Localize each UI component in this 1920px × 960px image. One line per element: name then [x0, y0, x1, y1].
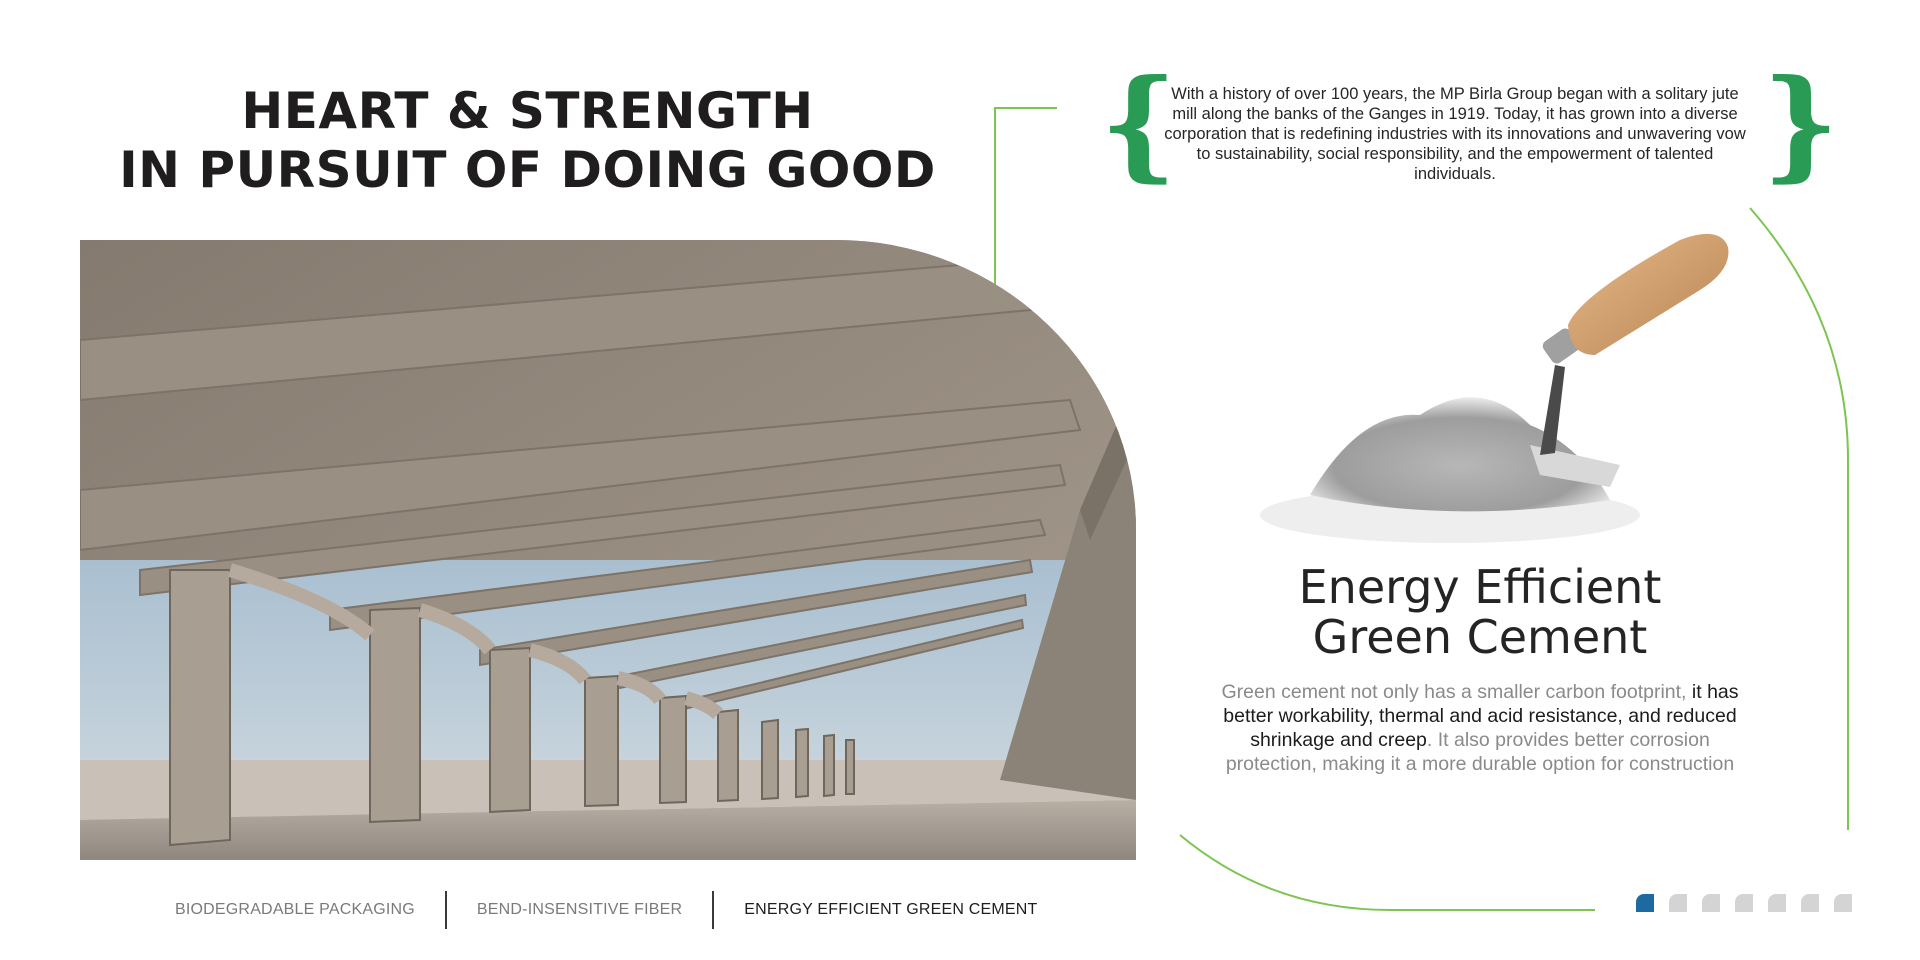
cement-trowel-illustration [1250, 225, 1750, 555]
pager-dot-1[interactable] [1636, 894, 1654, 912]
product-title-line-1: Energy Efficient [1298, 560, 1662, 614]
intro-text: With a history of over 100 years, the MP Birla Group began with a solitary jute mill along the banks of the Ganges in 1919. Today, it has grown into a diverse corporation that is redefining industries with its innovations and unwavering vow to sustainability, social responsibility, and the empowerment of talented individuals. [1164, 85, 1746, 183]
product-title [1220, 562, 1740, 662]
slide-pager [1636, 894, 1852, 912]
pager-dot-7[interactable] [1834, 894, 1852, 912]
page-headline [100, 82, 955, 200]
connector-line-horizontal [994, 107, 1057, 109]
product-description-highlight: it has better workability, thermal and acid resistance, and reduced shrinkage and creep [1223, 681, 1739, 751]
product-description [1210, 680, 1750, 776]
product-description-part-1: Green cement not only has a smaller carbon footprint, [1221, 681, 1692, 703]
right-curly-brace-icon: } [1762, 53, 1840, 194]
pager-dot-6[interactable] [1801, 894, 1819, 912]
tab-energy-efficient-green-cement[interactable]: ENERGY EFFICIENT GREEN CEMENT [744, 901, 1038, 918]
hero-image-concrete-arcade [80, 240, 1136, 860]
pager-dot-4[interactable] [1735, 894, 1753, 912]
pager-dot-2[interactable] [1669, 894, 1687, 912]
product-description-part-2: . It also provides better corrosion protection, making it a more durable option for construction [1225, 729, 1735, 775]
product-title-line-2: Green Cement [1312, 610, 1648, 664]
tab-bend-insensitive-fiber[interactable]: BEND-INSENSITIVE FIBER [476, 901, 683, 918]
headline-line-1: HEART & STRENGTH [241, 82, 814, 140]
headline-line-2: IN PURSUIT OF DOING GOOD [119, 141, 936, 199]
pager-dot-5[interactable] [1768, 894, 1786, 912]
left-curly-brace-icon: { [1100, 53, 1178, 194]
tab-biodegradable-packaging[interactable]: BIODEGRADABLE PACKAGING [175, 901, 415, 918]
pager-dot-3[interactable] [1702, 894, 1720, 912]
product-tabs [145, 890, 1068, 930]
